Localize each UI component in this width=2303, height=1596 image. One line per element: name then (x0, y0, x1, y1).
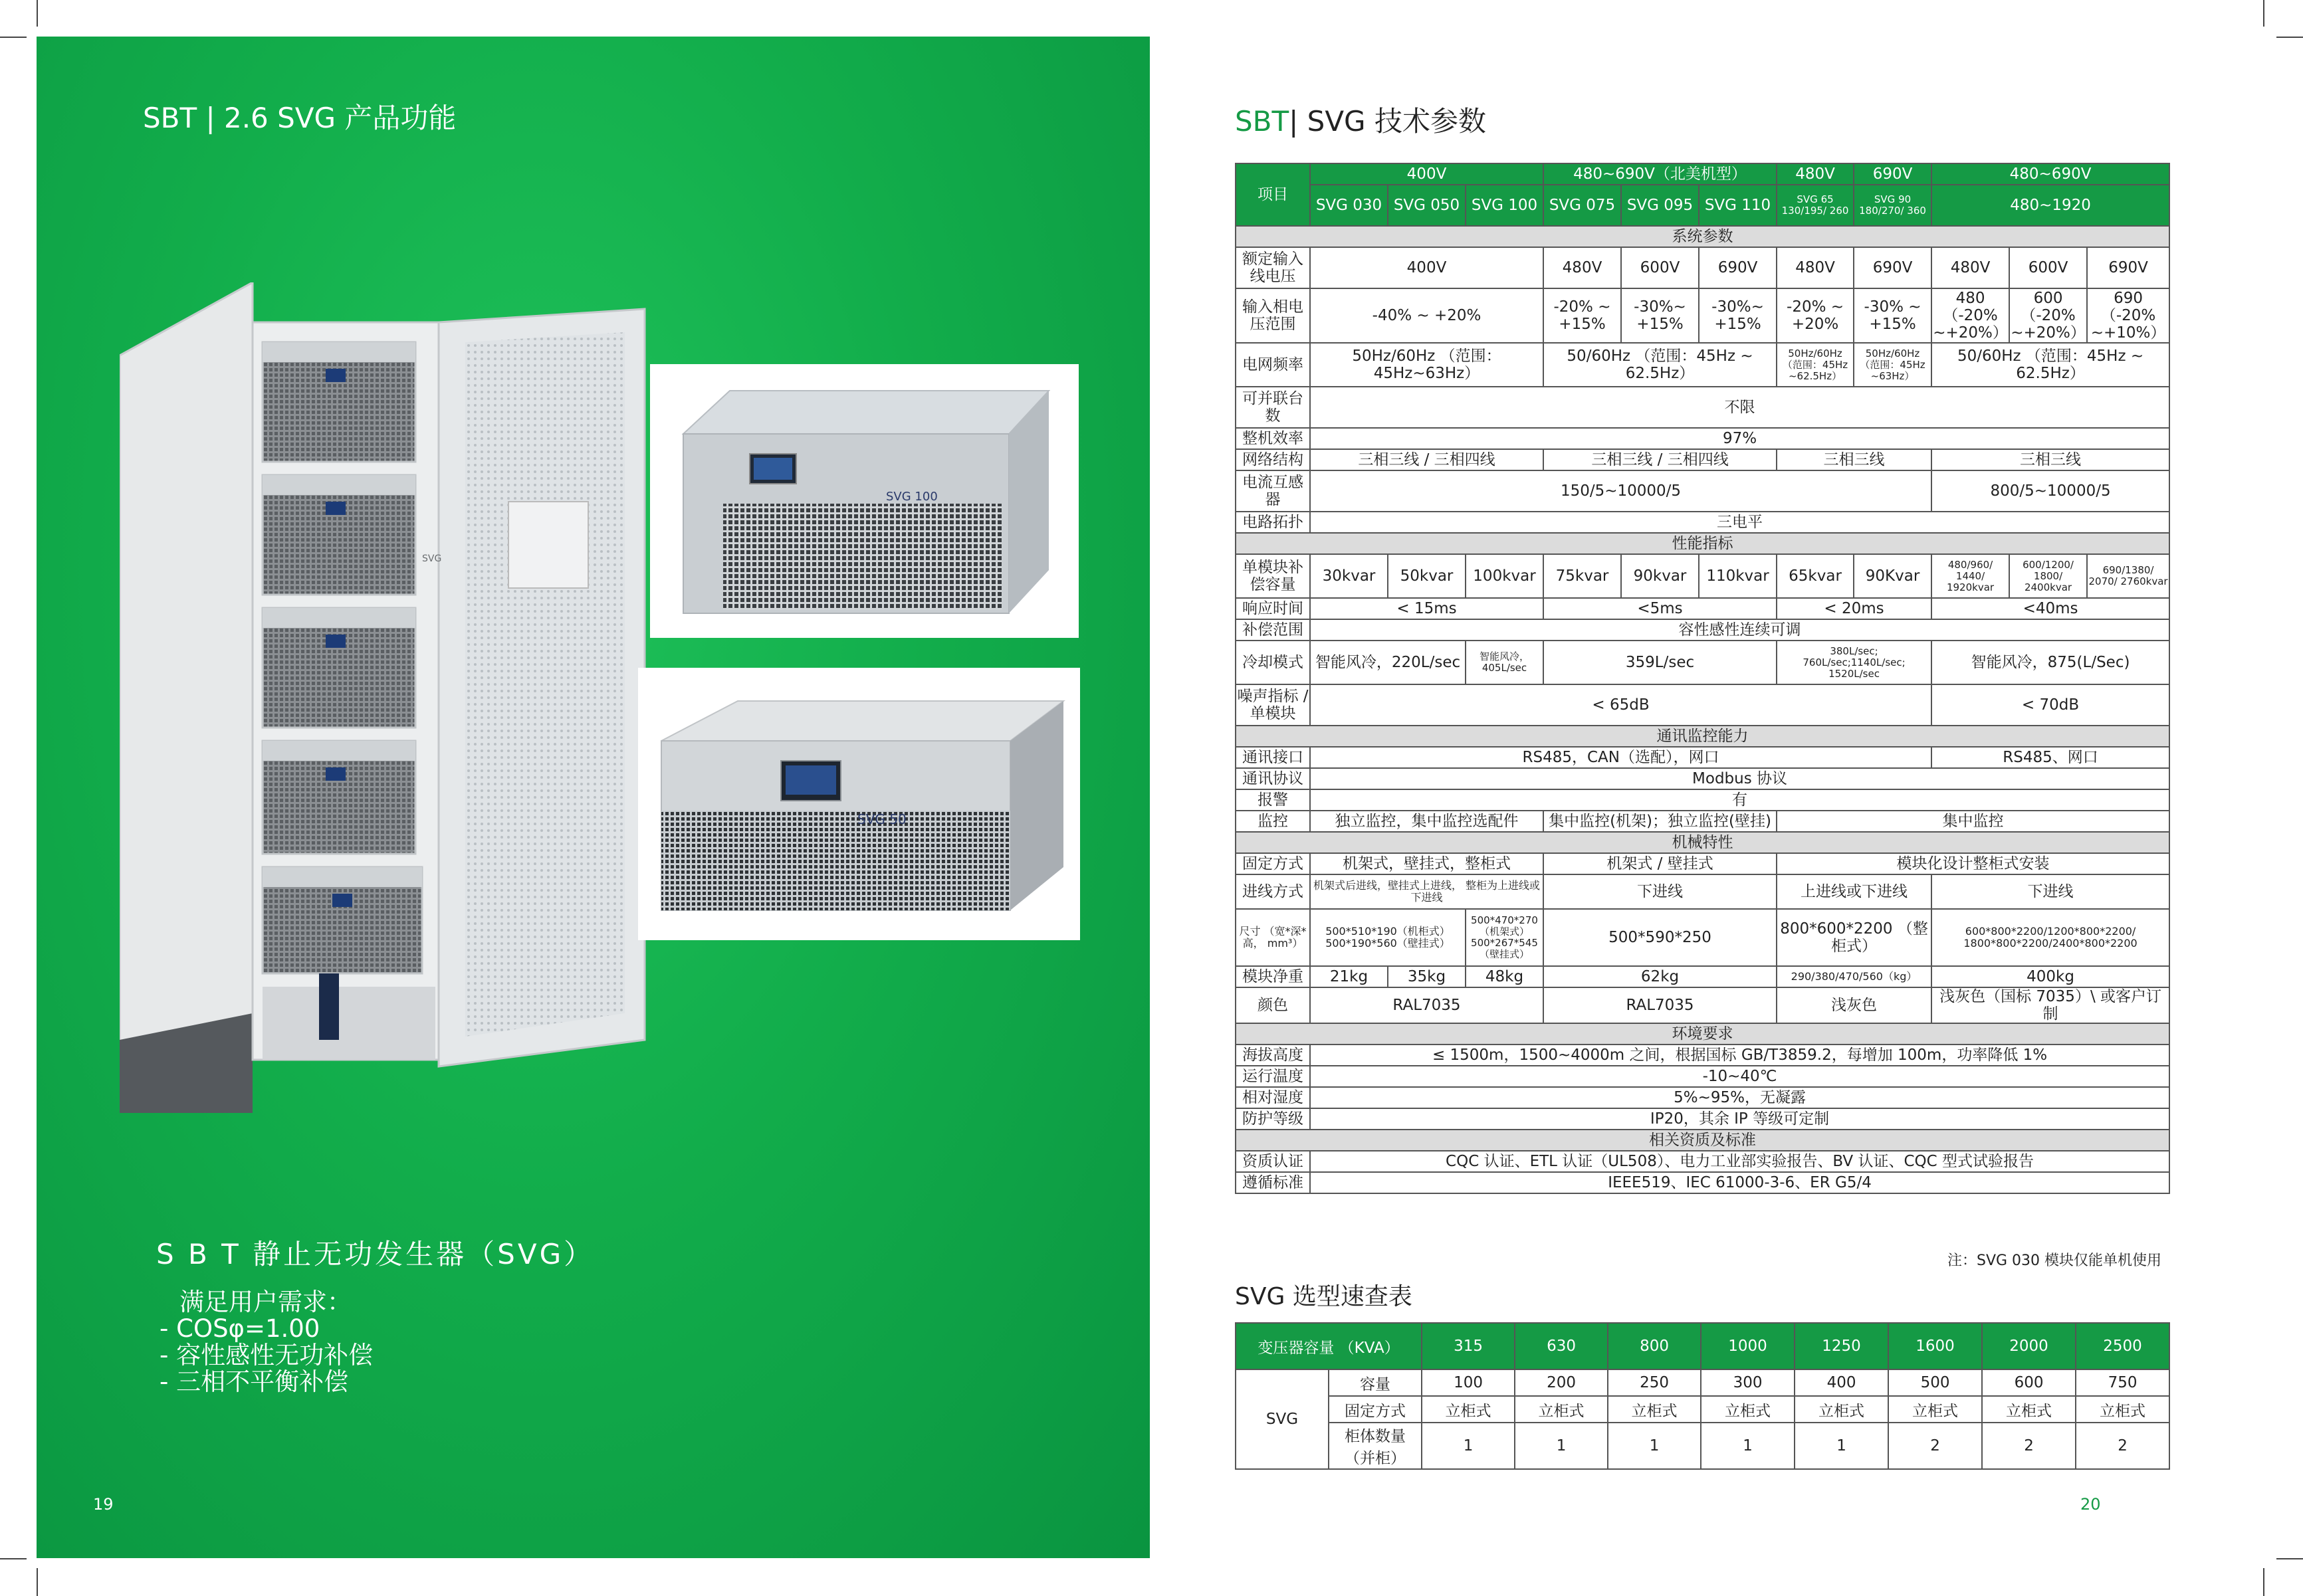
page-title (1235, 100, 1486, 140)
cell: 50kvar (1388, 554, 1466, 598)
row-label: 通讯接口 (1236, 747, 1310, 768)
cell: 集中监控(机架)；独立监控(壁挂) (1543, 811, 1777, 832)
cell: 90Kvar (1854, 554, 1931, 598)
cell: 100kvar (1466, 554, 1543, 598)
crop-mark (0, 37, 27, 38)
title-brand: SBT (1235, 105, 1289, 138)
cell: 62kg (1543, 966, 1777, 987)
model-svg030: SVG 030 (1310, 185, 1388, 226)
cell: 690 （-20% ~+10%） (2087, 288, 2169, 343)
cell: Modbus 协议 (1310, 768, 2169, 789)
cell: 智能风冷， 405L/sec (1466, 641, 1543, 684)
needs-item: - COSφ=1.00 (160, 1314, 320, 1343)
crop-mark (2263, 1568, 2264, 1596)
model-svg100: SVG 100 (1466, 185, 1543, 226)
cell: 480 （-20% ~+20%） (1931, 288, 2009, 343)
cell: -20% ~ +15% (1543, 288, 1621, 343)
cell: IEEE519、IEC 61000-3-6、ER G5/4 (1310, 1172, 2169, 1193)
kva-value: 2000 (1982, 1323, 2076, 1369)
cell: 机架式，壁挂式，整柜式 (1310, 853, 1543, 874)
cell: -10~40℃ (1310, 1066, 2169, 1087)
cell: 290/380/470/560（kg） (1777, 966, 1931, 987)
cell: 50/60Hz （范围：45Hz ~ 62.5Hz） (1931, 343, 2169, 387)
model-svg050: SVG 050 (1388, 185, 1466, 226)
kva-header: 变压器容量 （KVA） (1236, 1323, 1422, 1369)
kva-value: 1600 (1888, 1323, 1982, 1369)
crop-mark (37, 1568, 38, 1596)
cell: 立柜式 (1422, 1396, 1515, 1423)
cell: 500*510*190（机柜式） 500*190*560（壁挂式） (1310, 909, 1466, 966)
cell: 35kg (1388, 966, 1466, 987)
cell: 独立监控，集中监控选配件 (1310, 811, 1543, 832)
row-label: 电网频率 (1236, 343, 1310, 387)
cell: 200 (1515, 1369, 1608, 1396)
cell: ≤ 1500m，1500~4000m 之间，根据国标 GB/T3859.2，每增加 100m，功率降低 1% (1310, 1045, 2169, 1066)
cell: 三相三线 / 三相四线 (1543, 449, 1777, 470)
row-label: 尺寸 （宽*深*高， mm³） (1236, 909, 1310, 966)
row-label: 单模块补偿容量 (1236, 554, 1310, 598)
section-environment: 环境要求 (1236, 1023, 2169, 1045)
cell: 1 (1701, 1423, 1795, 1469)
cell: 集中监控 (1777, 811, 2169, 832)
row-label: 运行温度 (1236, 1066, 1310, 1087)
cell: 480V (1543, 247, 1621, 288)
svg-group-label: SVG (1236, 1369, 1329, 1469)
cell: <5ms (1543, 598, 1777, 619)
row-label: 可并联台数 (1236, 387, 1310, 428)
cell: 90kvar (1621, 554, 1699, 598)
cell: 400 (1795, 1369, 1888, 1396)
page-title: SBT | 2.6 SVG 产品功能 (143, 102, 457, 134)
quick-select-table (1235, 1322, 2170, 1470)
cell: 48kg (1466, 966, 1543, 987)
svg-cabinet-image (120, 282, 665, 1113)
cell: -30%~ +15% (1699, 288, 1777, 343)
cell: -30% ~ +15% (1854, 288, 1931, 343)
cell: 690/1380/ 2070/ 2760kvar (2087, 554, 2169, 598)
cell: 智能风冷，875(L/Sec) (1931, 641, 2169, 684)
left-page (37, 37, 1150, 1558)
row-label: 通讯协议 (1236, 768, 1310, 789)
cell: 800/5~10000/5 (1931, 470, 2169, 512)
cell: 立柜式 (1982, 1396, 2076, 1423)
right-page (1170, 37, 2293, 1558)
cell: 480/960/ 1440/ 1920kvar (1931, 554, 2009, 598)
row-label: 模块净重 (1236, 966, 1310, 987)
cell: 三相三线 / 三相四线 (1310, 449, 1543, 470)
cell: 三相三线 (1777, 449, 1931, 470)
photo1-label: SVG 100 (886, 490, 938, 504)
cell: 1 (1515, 1423, 1608, 1469)
item-header: 项目 (1236, 163, 1310, 226)
section-system: 系统参数 (1236, 226, 2169, 247)
cell: 1 (1422, 1423, 1515, 1469)
cell: 400V (1310, 247, 1543, 288)
cell: 1 (1608, 1423, 1701, 1469)
cell: 600/1200/ 1800/ 2400kvar (2009, 554, 2087, 598)
cell: 100 (1422, 1369, 1515, 1396)
row-label: 固定方式 (1236, 853, 1310, 874)
cell: 2 (1888, 1423, 1982, 1469)
cell: 容性感性连续可调 (1310, 619, 2169, 641)
row-label: 海拔高度 (1236, 1045, 1310, 1066)
cell: 浅灰色 (1777, 987, 1931, 1023)
needs-heading: 满足用户需求： (179, 1288, 352, 1316)
cell: 65kvar (1777, 554, 1854, 598)
cell: < 70dB (1931, 684, 2169, 726)
row-label: 容量 (1329, 1369, 1422, 1396)
cell: 800*600*2200 （整柜式） (1777, 909, 1931, 966)
kva-value: 1250 (1795, 1323, 1888, 1369)
cell: 立柜式 (1701, 1396, 1795, 1423)
row-label: 固定方式 (1329, 1396, 1422, 1423)
cell: 1 (1795, 1423, 1888, 1469)
photo2-label: SVG 50 (857, 811, 907, 827)
row-label: 冷却模式 (1236, 641, 1310, 684)
page-number: 20 (2080, 1495, 2101, 1514)
kva-value: 2500 (2076, 1323, 2169, 1369)
row-label: 监控 (1236, 811, 1310, 832)
cell: 600V (1621, 247, 1699, 288)
row-label: 整机效率 (1236, 428, 1310, 449)
crop-mark (2263, 0, 2264, 27)
header-480-690-na: 480~690V（北美机型） (1543, 163, 1777, 185)
cell: 600*800*2200/1200*800*2200/ 1800*800*2200/2400*800*2200 (1931, 909, 2169, 966)
cell: 500 (1888, 1369, 1982, 1396)
page-number: 19 (93, 1495, 114, 1514)
needs-item: - 三相不平衡补偿 (160, 1367, 349, 1396)
cell: 三相三线 (1931, 449, 2169, 470)
row-label: 柜体数量（并柜） (1329, 1423, 1422, 1469)
needs-item: - 容性感性无功补偿 (160, 1341, 374, 1369)
cell: 300 (1701, 1369, 1795, 1396)
model-480-1920: 480~1920 (1931, 185, 2169, 226)
cell: 上进线或下进线 (1777, 874, 1931, 909)
cell: 智能风冷，220L/sec (1310, 641, 1466, 684)
cell: < 65dB (1310, 684, 1931, 726)
cell: 模块化设计整柜式安装 (1777, 853, 2169, 874)
crop-mark (2276, 1558, 2303, 1559)
cell: 480V (1777, 247, 1854, 288)
row-label: 进线方式 (1236, 874, 1310, 909)
title-separator: | (1289, 105, 1299, 138)
cell: -30%~ +15% (1621, 288, 1699, 343)
row-label: 输入相电压范围 (1236, 288, 1310, 343)
needs-list (160, 1289, 373, 1395)
cell: 30kvar (1310, 554, 1388, 598)
cell: IP20，其余 IP 等级可定制 (1310, 1108, 2169, 1130)
cell: RS485，CAN（选配），网口 (1310, 747, 1931, 768)
cell: 立柜式 (1515, 1396, 1608, 1423)
cell: 110kvar (1699, 554, 1777, 598)
cell: 2 (1982, 1423, 2076, 1469)
cell: 600 (1982, 1369, 2076, 1396)
spec-table (1235, 163, 2170, 1194)
cell: 立柜式 (2076, 1396, 2169, 1423)
row-label: 电路拓扑 (1236, 512, 1310, 533)
cell: 690V (2087, 247, 2169, 288)
cell: 359L/sec (1543, 641, 1777, 684)
cell: < 15ms (1310, 598, 1543, 619)
cell: 机架式后进线，壁挂式上进线， 整柜为上进线或下进线 (1310, 874, 1543, 909)
cell: RAL7035 (1310, 987, 1543, 1023)
row-label: 资质认证 (1236, 1151, 1310, 1172)
svg100-photo (650, 364, 1079, 638)
cell: 250 (1608, 1369, 1701, 1396)
model-svg075: SVG 075 (1543, 185, 1621, 226)
cell: 立柜式 (1795, 1396, 1888, 1423)
cell: 500*470*270 （机架式） 500*267*545 （壁挂式） (1466, 909, 1543, 966)
cell: 600 （-20% ~+20%） (2009, 288, 2087, 343)
section-performance: 性能指标 (1236, 533, 2169, 554)
row-label: 网络结构 (1236, 449, 1310, 470)
cell: 97% (1310, 428, 2169, 449)
cell: 下进线 (1931, 874, 2169, 909)
cell: 有 (1310, 789, 2169, 811)
header-690v: 690V (1854, 163, 1931, 185)
row-label: 补偿范围 (1236, 619, 1310, 641)
cell: 690V (1699, 247, 1777, 288)
cell: 机架式 / 壁挂式 (1543, 853, 1777, 874)
cell: CQC 认证、ETL 认证（UL508）、电力工业部实验报告、BV 认证、CQC 型式试验报告 (1310, 1151, 2169, 1172)
cell: 480V (1931, 247, 2009, 288)
kva-value: 1000 (1701, 1323, 1795, 1369)
cell: 立柜式 (1608, 1396, 1701, 1423)
header-480v: 480V (1777, 163, 1854, 185)
row-label: 相对湿度 (1236, 1087, 1310, 1108)
cell: 50/60Hz （范围：45Hz ~ 62.5Hz） (1543, 343, 1777, 387)
model-svg095: SVG 095 (1621, 185, 1699, 226)
section-certification: 相关资质及标准 (1236, 1130, 2169, 1151)
row-label: 额定输入线电压 (1236, 247, 1310, 288)
table-note: 注：SVG 030 模块仅能单机使用 (1947, 1252, 2162, 1269)
cell: 不限 (1310, 387, 2169, 428)
cell: 380L/sec; 760L/sec;1140L/sec; 1520L/sec (1777, 641, 1931, 684)
cell: 500*590*250 (1543, 909, 1777, 966)
cell: RAL7035 (1543, 987, 1777, 1023)
kva-value: 315 (1422, 1323, 1515, 1369)
cell: 750 (2076, 1369, 2169, 1396)
model-svg110: SVG 110 (1699, 185, 1777, 226)
header-400v: 400V (1310, 163, 1543, 185)
cell: 690V (1854, 247, 1931, 288)
section-communication: 通讯监控能力 (1236, 726, 2169, 747)
row-label: 遵循标准 (1236, 1172, 1310, 1193)
cell: 下进线 (1543, 874, 1777, 909)
cell: 三电平 (1310, 512, 2169, 533)
section-mechanical: 机械特性 (1236, 832, 2169, 853)
kva-value: 630 (1515, 1323, 1608, 1369)
crop-mark (0, 1558, 27, 1559)
crop-mark (37, 0, 38, 27)
cell: 400kg (1931, 966, 2169, 987)
cell: 21kg (1310, 966, 1388, 987)
cell: RS485、网口 (1931, 747, 2169, 768)
row-label: 报警 (1236, 789, 1310, 811)
cabinet-unit-label: SVG (422, 553, 442, 564)
cell: 5%~95%，无凝露 (1310, 1087, 2169, 1108)
cell: 50Hz/60Hz （范围：45Hz~63Hz） (1310, 343, 1543, 387)
row-label: 电流互感器 (1236, 470, 1310, 512)
cell: 50Hz/60Hz （范围：45Hz ~62.5Hz） (1777, 343, 1854, 387)
cell: <40ms (1931, 598, 2169, 619)
product-name: S B T 静止无功发生器（SVG） (156, 1238, 595, 1270)
row-label: 颜色 (1236, 987, 1310, 1023)
cell: 立柜式 (1888, 1396, 1982, 1423)
svg50-photo (638, 668, 1080, 940)
cell: 75kvar (1543, 554, 1621, 598)
model-svg65: SVG 65 130/195/ 260 (1777, 185, 1854, 226)
cell: 浅灰色（国标 7035）\ 或客户订制 (1931, 987, 2169, 1023)
quick-table-title: SVG 选型速查表 (1235, 1283, 1412, 1310)
row-label: 响应时间 (1236, 598, 1310, 619)
cell: 2 (2076, 1423, 2169, 1469)
cell: -40% ~ +20% (1310, 288, 1543, 343)
cell: 50Hz/60Hz （范围：45Hz ~63Hz） (1854, 343, 1931, 387)
model-svg90: SVG 90 180/270/ 360 (1854, 185, 1931, 226)
header-480-690: 480~690V (1931, 163, 2169, 185)
kva-value: 800 (1608, 1323, 1701, 1369)
cell: 600V (2009, 247, 2087, 288)
cell: < 20ms (1777, 598, 1931, 619)
title-text: SVG 技术参数 (1307, 105, 1486, 138)
cell: -20% ~ +20% (1777, 288, 1854, 343)
cell: 150/5~10000/5 (1310, 470, 1931, 512)
row-label: 防护等级 (1236, 1108, 1310, 1130)
row-label: 噪声指标 / 单模块 (1236, 684, 1310, 726)
